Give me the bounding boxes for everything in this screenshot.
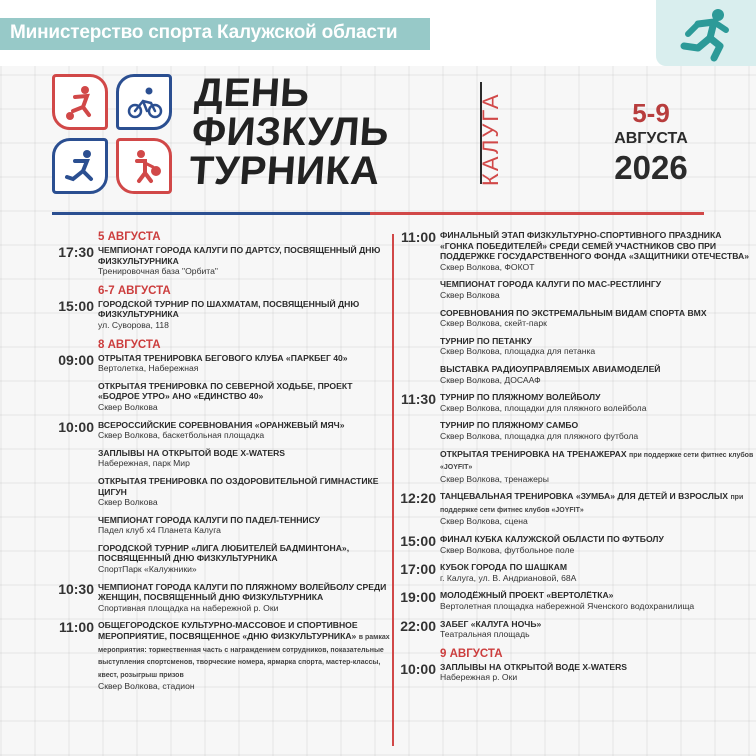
event-text bbox=[98, 299, 392, 331]
day-heading: 8 АВГУСТА bbox=[98, 338, 161, 351]
event-title-text bbox=[440, 449, 756, 474]
event-name: КУБОК ГОРОДА ПО ШАШКАМ bbox=[440, 562, 567, 573]
event-name: ЧЕМПИОНАТ ГОРОДА КАЛУГИ ПО MAC-РЕСТЛИНГУ bbox=[440, 279, 662, 290]
event-text bbox=[440, 279, 756, 300]
title-line-2: ФИЗКУЛЬ bbox=[190, 110, 391, 154]
event-location: Сквер Волкова, скейт-парк bbox=[440, 318, 547, 329]
logo-tile-running bbox=[52, 138, 108, 194]
logo-tile-football bbox=[52, 74, 108, 130]
event-name: ОТКРЫТАЯ ТРЕНИРОВКА НА ТРЕНАЖЕРАХ bbox=[440, 448, 627, 459]
schedule-item bbox=[398, 590, 756, 611]
event-location: СпортПарк «Калужники» bbox=[98, 564, 197, 575]
event-text bbox=[98, 353, 392, 374]
event-time: 17:30 bbox=[58, 244, 94, 260]
event-location: Сквер Волкова, сцена bbox=[440, 516, 528, 527]
schedule-right bbox=[398, 230, 756, 690]
runner-icon bbox=[670, 6, 740, 62]
event-name: СОРЕВНОВАНИЯ ПО ЭКСТРЕМАЛЬНЫМ ВИДАМ СПОРТА BMX bbox=[440, 307, 707, 318]
event-title bbox=[187, 71, 393, 193]
event-note: при поддержке сети фитнес клубов «JOYFIT» bbox=[440, 451, 754, 472]
title-line-3: ТУРНИКА bbox=[187, 149, 382, 193]
event-text bbox=[440, 364, 756, 385]
event-name: ЧЕМПИОНАТ ГОРОДА КАЛУГИ ПО ПАДЕЛ-ТЕННИСУ bbox=[98, 514, 321, 525]
date-month: АВГУСТА bbox=[614, 130, 688, 147]
divider-red bbox=[370, 212, 704, 215]
event-title-text bbox=[440, 392, 756, 403]
event-time: 10:30 bbox=[58, 580, 94, 597]
event-name: ОБЩЕГОРОДСКОЕ КУЛЬТУРНО-МАССОВОЕ И СПОРТИВНОЕ МЕРОПРИЯТИЕ, ПОСВЯЩЕННОЕ «ДНЮ ФИЗКУЛЬТУРНИКА» bbox=[98, 620, 358, 642]
event-text bbox=[440, 392, 756, 413]
event-title-text bbox=[440, 590, 756, 601]
event-name: ВЫСТАВКА РАДИОУПРАВЛЯЕМЫХ АВИАМОДЕЛЕЙ bbox=[440, 363, 661, 374]
schedule-item bbox=[398, 662, 756, 683]
event-name: ТУРНИР ПО ПЛЯЖНОМУ ВОЛЕЙБОЛУ bbox=[440, 392, 601, 403]
event-location: Сквер Волкова, ФОКОТ bbox=[440, 261, 535, 272]
event-text bbox=[440, 562, 756, 583]
event-location: Театральная площадь bbox=[440, 629, 530, 640]
sprinter-icon bbox=[63, 149, 99, 185]
event-location: Сквер Волкова, стадион bbox=[98, 681, 195, 692]
schedule-item bbox=[0, 543, 392, 575]
schedule-item bbox=[0, 245, 392, 277]
event-time: 15:00 bbox=[58, 297, 94, 314]
event-title-text bbox=[440, 230, 756, 262]
event-location: Набережная р. Оки bbox=[440, 672, 518, 683]
event-text bbox=[440, 308, 756, 329]
event-title-text bbox=[98, 448, 392, 459]
schedule-item bbox=[0, 299, 392, 331]
schedule-item bbox=[0, 381, 392, 413]
event-name: ТУРНИР ПО ПЕТАНКУ bbox=[440, 335, 532, 346]
city-name: КАЛУГА bbox=[478, 92, 503, 186]
event-text bbox=[440, 590, 756, 611]
event-title-text bbox=[98, 476, 392, 497]
event-time: 10:00 bbox=[400, 660, 436, 677]
event-title-text bbox=[98, 381, 392, 402]
schedule-item bbox=[398, 364, 756, 385]
event-location: Сквер Волкова, футбольное поле bbox=[440, 544, 575, 555]
event-title-text bbox=[98, 420, 392, 431]
event-location: Тренировочная база "Орбита" bbox=[98, 266, 218, 277]
event-time: 09:00 bbox=[58, 351, 94, 368]
event-text bbox=[440, 449, 756, 485]
event-text bbox=[98, 582, 392, 614]
event-name: ВСЕРОССИЙСКИЕ СОРЕВНОВАНИЯ «ОРАНЖЕВЫЙ МЯЧ» bbox=[98, 419, 345, 430]
football-icon bbox=[63, 85, 99, 121]
schedule-item bbox=[398, 491, 756, 527]
event-text bbox=[98, 245, 392, 277]
event-location: Вертолетная площадка набережной Яченского водохранилища bbox=[440, 601, 695, 612]
event-text bbox=[440, 230, 756, 272]
logo-tile-basketball bbox=[116, 138, 172, 194]
schedule-item bbox=[0, 448, 392, 469]
event-name: ТУРНИР ПО ПЛЯЖНОМУ САМБО bbox=[440, 420, 579, 431]
event-name: ЧЕМПИОНАТ ГОРОДА КАЛУГИ ПО ДАРТСУ, ПОСВЯЩЕННЫЙ ДНЮ ФИЗКУЛЬТУРНИКА bbox=[98, 245, 381, 266]
event-text bbox=[98, 448, 392, 469]
event-title-text bbox=[440, 308, 756, 319]
event-name: ОТКРЫТАЯ ТРЕНИРОВКА ПО СЕВЕРНОЙ ХОДЬБЕ, ПРОЕКТ «БОДРОЕ УТРО» АНО «ЕДИНСТВО 40» bbox=[98, 380, 353, 402]
schedule-item bbox=[398, 308, 756, 329]
event-location: Сквер Волкова, площадки для пляжного волейбола bbox=[440, 402, 647, 413]
schedule-left bbox=[0, 230, 392, 699]
event-name: МОЛОДЁЖНЫЙ ПРОЕКТ «ВЕРТОЛЁТКА» bbox=[440, 590, 614, 601]
divider-blue bbox=[52, 212, 370, 215]
schedule-item bbox=[0, 515, 392, 536]
event-text bbox=[440, 336, 756, 357]
event-text bbox=[98, 476, 392, 508]
event-location: г. Калуга, ул. В. Андриановой, 68А bbox=[440, 572, 577, 583]
event-time: 11:30 bbox=[400, 391, 436, 408]
event-text bbox=[98, 543, 392, 575]
event-name: ТАНЦЕВАЛЬНАЯ ТРЕНИРОВКА «ЗУМБА» ДЛЯ ДЕТЕЙ И ВЗРОСЛЫХ bbox=[440, 491, 729, 502]
event-name: ЧЕМПИОНАТ ГОРОДА КАЛУГИ ПО ПЛЯЖНОМУ ВОЛЕЙБОЛУ СРЕДИ ЖЕНЩИН, ПОСВЯЩЕННЫЙ ДНЮ ФИЗКУЛЬТУРНИКА bbox=[98, 581, 387, 603]
schedule-item bbox=[398, 619, 756, 640]
event-name: ЗАБЕГ «КАЛУГА НОЧЬ» bbox=[440, 618, 542, 629]
event-time: 19:00 bbox=[400, 589, 436, 606]
event-location: Сквер Волкова bbox=[98, 497, 158, 508]
date-range: 5-9 bbox=[632, 98, 670, 128]
basketball-icon bbox=[127, 149, 163, 185]
event-text bbox=[440, 534, 756, 555]
event-note: в рамках мероприятия: торжественная часть с награждением сотрудников, показательные выступления спортсменов, творческие номера, ярмарка спорта, мастер-классы, квест, розыгрыш призов bbox=[98, 634, 390, 679]
event-location: Сквер Волкова bbox=[98, 401, 158, 412]
ministry-title: Министерство спорта Калужской области bbox=[10, 22, 398, 43]
schedule-item bbox=[398, 336, 756, 357]
schedule-item bbox=[0, 476, 392, 508]
event-location: Набережная, парк Мир bbox=[98, 458, 190, 469]
schedule-item bbox=[0, 353, 392, 374]
sport-logo bbox=[52, 74, 174, 196]
schedule-item bbox=[0, 620, 392, 692]
event-title-text bbox=[98, 515, 392, 526]
event-time: 10:00 bbox=[58, 418, 94, 435]
event-name: ОТКРЫТАЯ ТРЕНИРОВКА ПО ОЗДОРОВИТЕЛЬНОЙ ГИМНАСТИКЕ ЦИГУН bbox=[98, 475, 379, 497]
day-heading: 6-7 АВГУСТА bbox=[98, 284, 171, 297]
event-title-text bbox=[440, 619, 756, 630]
schedule-item bbox=[0, 582, 392, 614]
schedule-item bbox=[398, 420, 756, 441]
event-title-text bbox=[98, 353, 392, 364]
event-location: Сквер Волкова, площадка для петанка bbox=[440, 346, 596, 357]
event-note: при поддержке сети фитнес клубов «JOYFIT» bbox=[440, 494, 744, 514]
day-heading: 9 АВГУСТА bbox=[440, 647, 503, 660]
event-title-text bbox=[98, 582, 392, 603]
event-name: ОТРЫТАЯ ТРЕНИРОВКА БЕГОВОГО КЛУБА «ПАРКБЕГ 40» bbox=[98, 352, 348, 363]
event-dates bbox=[596, 98, 706, 186]
event-title-text bbox=[440, 562, 756, 573]
event-title-text bbox=[440, 662, 756, 673]
event-text bbox=[440, 619, 756, 640]
event-time: 22:00 bbox=[400, 617, 436, 634]
event-title-text bbox=[440, 420, 756, 431]
day-heading: 5 АВГУСТА bbox=[98, 231, 161, 243]
event-title-text bbox=[98, 543, 392, 564]
event-location: Сквер Волкова, тренажеры bbox=[440, 473, 549, 484]
schedule-item bbox=[398, 534, 756, 555]
schedule-item bbox=[398, 279, 756, 300]
event-title-text bbox=[440, 364, 756, 375]
runner-badge bbox=[656, 0, 756, 66]
event-time: 11:00 bbox=[58, 619, 94, 636]
column-divider bbox=[392, 234, 394, 746]
schedule-item bbox=[398, 392, 756, 413]
event-title-text bbox=[440, 534, 756, 545]
schedule-item bbox=[398, 562, 756, 583]
event-title-text bbox=[98, 620, 392, 681]
event-text bbox=[440, 491, 756, 527]
title-line-1: ДЕНЬ bbox=[193, 71, 312, 115]
event-location: Сквер Волкова, ДОСААФ bbox=[440, 374, 541, 385]
event-title-text bbox=[440, 491, 756, 516]
event-location: Спортивная площадка на набережной р. Оки bbox=[98, 602, 279, 613]
event-location: Сквер Волкова, площадка для пляжного футбола bbox=[440, 430, 639, 441]
event-text bbox=[98, 515, 392, 536]
event-name: ЗАПЛЫВЫ НА ОТКРЫТОЙ ВОДЕ X-WATERS bbox=[98, 447, 286, 458]
event-time: 15:00 bbox=[400, 533, 436, 550]
event-text bbox=[98, 381, 392, 413]
event-name: ГОРОДСКОЙ ТУРНИР «ЛИГА ЛЮБИТЕЛЕЙ БАДМИНТОНА», ПОСВЯЩЕННЫЙ ДНЮ ФИЗКУЛЬТУРНИКА bbox=[98, 542, 350, 564]
event-name: ГОРОДСКОЙ ТУРНИР ПО ШАХМАТАМ, ПОСВЯЩЕННЫЙ ДНЮ ФИЗКУЛЬТУРНИКА bbox=[98, 298, 360, 320]
event-location: ул. Суворова, 118 bbox=[98, 319, 169, 330]
event-location: Вертолетка, Набережная bbox=[98, 363, 199, 374]
event-title-text bbox=[98, 245, 392, 266]
event-name: ФИНАЛЬНЫЙ ЭТАП ФИЗКУЛЬТУРНО-СПОРТИВНОГО ПРАЗДНИКА «ГОНКА ПОБЕДИТЕЛЕЙ» СРЕДИ СЕМЕЙ УЧАСТНИКОВ СВО ПРИ ПОДДЕРЖКЕ ГОСУДАРСТВЕННОГО ФОНДА «ЗАЩИТНИКИ ОТЕЧЕСТВА» bbox=[440, 230, 750, 262]
event-time: 17:00 bbox=[400, 561, 436, 578]
event-text bbox=[440, 420, 756, 441]
event-location: Сквер Волкова bbox=[440, 289, 500, 300]
event-location: Сквер Волкова, баскетбольная площадка bbox=[98, 430, 265, 441]
event-time: 11:00 bbox=[400, 229, 436, 245]
cyclist-icon bbox=[127, 85, 163, 121]
event-location: Падел клуб х4 Планета Калуга bbox=[98, 525, 221, 536]
event-text bbox=[98, 420, 392, 441]
schedule-item bbox=[398, 230, 756, 272]
event-time: 12:20 bbox=[400, 490, 436, 507]
date-year: 2026 bbox=[614, 149, 688, 186]
event-name: ЗАПЛЫВЫ НА ОТКРЫТОЙ ВОДЕ X-WATERS bbox=[440, 661, 628, 672]
logo-tile-cycling bbox=[116, 74, 172, 130]
event-title-text bbox=[440, 279, 756, 290]
event-title-text bbox=[440, 336, 756, 347]
schedule-item bbox=[0, 420, 392, 441]
event-text bbox=[98, 620, 392, 692]
schedule-item bbox=[398, 449, 756, 485]
event-name: ФИНАЛ КУБКА КАЛУЖСКОЙ ОБЛАСТИ ПО ФУТБОЛУ bbox=[440, 534, 664, 545]
event-text bbox=[440, 662, 756, 683]
event-title-text bbox=[98, 299, 392, 320]
